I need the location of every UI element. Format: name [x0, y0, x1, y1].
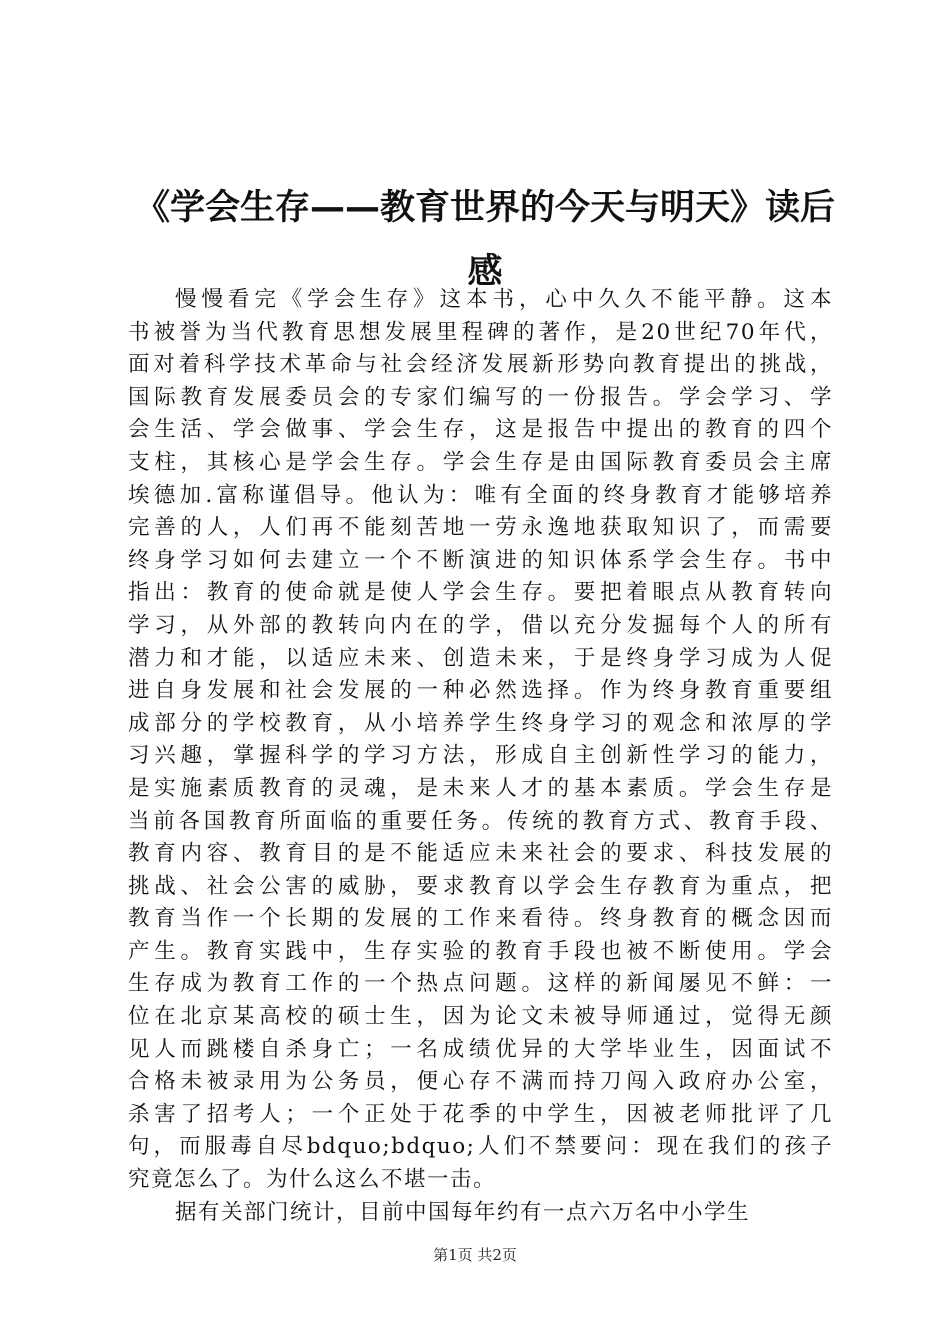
- document-title-line-2: 感: [467, 252, 503, 292]
- text-line: 位在北京某高校的硕士生，因为论文未被导师通过，觉得无颜: [128, 1004, 833, 1030]
- paragraph: [128, 284, 833, 1197]
- text-line: 指出：教育的使命就是使人学会生存。要把着眼点从教育转向: [128, 580, 833, 606]
- text-line: 究竟怎么了。为什么这么不堪一击。: [128, 1167, 497, 1193]
- document-body: [128, 284, 833, 1229]
- text-line: 终身学习如何去建立一个不断演进的知识体系学会生存。书中: [128, 547, 833, 573]
- text-line: 产生。教育实践中，生存实验的教育手段也被不断使用。学会: [128, 938, 833, 964]
- text-line: 据有关部门统计，目前中国每年约有一点六万名中小学生: [175, 1199, 751, 1225]
- text-line: 挑战、社会公害的威胁，要求教育以学会生存教育为重点，把: [128, 873, 833, 899]
- text-line: 是实施素质教育的灵魂，是未来人才的基本素质。学会生存是: [128, 775, 833, 801]
- text-line: 埃德加.富称谨倡导。他认为：唯有全面的终身教育才能够培养: [128, 482, 833, 508]
- text-line: 教育当作一个长期的发展的工作来看待。终身教育的概念因而: [128, 906, 833, 932]
- text-line: 杀害了招考人；一个正处于花季的中学生，因被老师批评了几: [128, 1101, 833, 1127]
- text-line: 见人而跳楼自杀身亡；一名成绩优异的大学毕业生，因面试不: [128, 1036, 833, 1062]
- text-line: 当前各国教育所面临的重要任务。传统的教育方式、教育手段、: [128, 808, 833, 834]
- text-line: 面对着科学技术革命与社会经济发展新形势向教育提出的挑战，: [128, 352, 833, 378]
- text-line: 完善的人，人们再不能刻苦地一劳永逸地获取知识了，而需要: [128, 515, 833, 541]
- text-line: 生存成为教育工作的一个热点问题。这样的新闻屡见不鲜：一: [128, 971, 833, 997]
- document-title-line-1: 《学会生存——教育世界的今天与明天》读后: [134, 188, 835, 228]
- text-line: 习兴趣，掌握科学的学习方法，形成自主创新性学习的能力，: [128, 743, 833, 769]
- text-line: 进自身发展和社会发展的一种必然选择。作为终身教育重要组: [128, 678, 833, 704]
- text-line: 国际教育发展委员会的专家们编写的一份报告。学会学习、学: [128, 384, 833, 410]
- text-line: 慢慢看完《学会生存》这本书，心中久久不能平静。这本: [175, 287, 833, 312]
- text-line: 书被誉为当代教育思想发展里程碑的著作，是20世纪70年代，: [128, 319, 833, 345]
- text-line: 教育内容、教育目的是不能适应未来社会的要求、科技发展的: [128, 841, 833, 867]
- page-footer: 第1页 共2页: [433, 1246, 517, 1264]
- text-line: 潜力和才能，以适应未来、创造未来，于是终身学习成为人促: [128, 645, 833, 671]
- text-line: 合格未被录用为公务员，便心存不满而持刀闯入政府办公室，: [128, 1069, 833, 1095]
- text-line: 成部分的学校教育，从小培养学生终身学习的观念和浓厚的学: [128, 710, 833, 736]
- text-line: 句，而服毒自尽bdquo;bdquo;人们不禁要问：现在我们的孩子: [128, 1134, 833, 1160]
- text-line: 学习，从外部的教转向内在的学，借以充分发掘每个人的所有: [128, 612, 833, 638]
- text-line: 支柱，其核心是学会生存。学会生存是由国际教育委员会主席: [128, 449, 833, 475]
- text-line: 会生活、学会做事、学会生存，这是报告中提出的教育的四个: [128, 417, 833, 443]
- paragraph: [128, 1197, 833, 1230]
